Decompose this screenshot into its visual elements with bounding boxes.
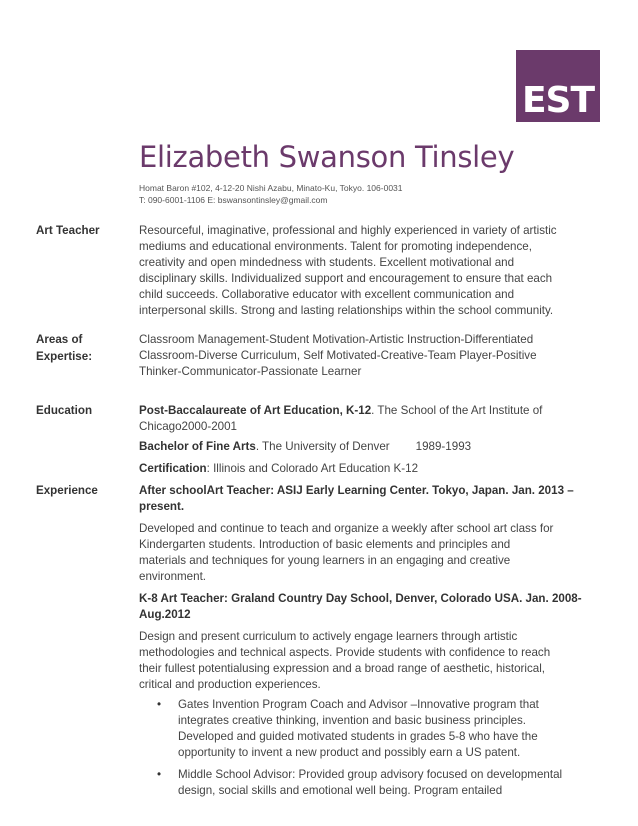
degree-2-school: . The University of Denver <box>255 440 390 453</box>
section-label-education: Education <box>36 404 93 417</box>
job-1-desc-line: environment. <box>139 570 207 583</box>
expertise-label-line: Expertise: <box>36 350 93 363</box>
section-label-expertise <box>36 331 92 365</box>
bullet-line: Gates Invention Program Coach and Advisor –Innovative program that <box>178 698 539 711</box>
certification <box>139 461 604 477</box>
degree-1-title: Post-Baccalaureate of Art Education, K-12 <box>139 404 372 417</box>
summary-line: creativity and open mindedness with students. Excellent motivational and <box>139 256 515 269</box>
bullet-line: design, social skills and emotional well being. Program entailed <box>178 784 503 797</box>
bullet-line: opportunity to invent a new product and possibly earn a US patent. <box>178 746 521 759</box>
contact-phone-email: T: 090-6001-1106 E: bswansontinsley@gmail.com <box>139 195 328 205</box>
bullet-line: integrates creative thinking, invention and basic business principles. <box>178 714 527 727</box>
bullet-line: Middle School Advisor: Provided group advisory focused on developmental <box>178 768 563 781</box>
degree-1-years: Chicago2000-2001 <box>139 420 237 433</box>
degree-2 <box>139 439 604 455</box>
contact-address: Homat Baron #102, 4-12-20 Nishi Azabu, Minato-Ku, Tokyo. 106-0031 <box>139 183 403 193</box>
job-2-desc-line: methodologies and technical aspects. Provide students with confidence to reach <box>139 646 551 659</box>
section-label-art-teacher: Art Teacher <box>36 224 100 237</box>
bullet-line: Developed and guided motivated students in grades 5-8 who have the <box>178 730 538 743</box>
expertise-line: Classroom-Diverse Curriculum, Self Motivated-Creative-Team Player-Positive <box>139 349 537 362</box>
job-1-title: After schoolArt Teacher: ASIJ Early Learning Center. Tokyo, Japan. Jan. 2013 – <box>139 484 574 497</box>
summary-paragraph <box>139 223 604 319</box>
job-2-desc-line: their fullest potentialusing expression and a broad range of aesthetic, historical, <box>139 662 546 675</box>
summary-line: child succeeds. Collaborative educator with excellent communication and <box>139 288 515 301</box>
list-item <box>139 697 604 761</box>
expertise-label-line: Areas of <box>36 333 83 346</box>
job-2-title-cont: Aug.2012 <box>139 608 191 621</box>
summary-line: Resourceful, imaginative, professional and highly experienced in variety of artistic <box>139 224 557 237</box>
experience-block <box>139 483 604 799</box>
education-block <box>139 403 604 477</box>
job-2-bullet-list <box>139 697 604 799</box>
list-item <box>139 767 604 799</box>
summary-line: disciplinary skills. Individualized support and encouragement to ensure that each <box>139 272 553 285</box>
expertise-line: Thinker-Communicator-Passionate Learner <box>139 365 362 378</box>
job-1-desc-line: materials and techniques for young learners in an engaging and creative <box>139 554 511 567</box>
logo-text: EST <box>521 80 595 121</box>
logo-badge <box>516 50 600 122</box>
degree-1-school: . The School of the Art Institute of <box>371 404 543 417</box>
job-1-desc-line: Developed and continue to teach and organize a weekly after school art class for <box>139 522 554 535</box>
degree-2-years: 1989-1993 <box>415 440 472 453</box>
candidate-name: Elizabeth Swanson Tinsley <box>139 140 515 174</box>
job-2-desc-line: Design and present curriculum to actively engage learners through artistic <box>139 630 518 643</box>
job-2-description <box>139 629 604 693</box>
expertise-paragraph <box>139 332 604 380</box>
bullet-dot-icon: • <box>157 698 162 711</box>
expertise-line: Classroom Management-Student Motivation-Artistic Instruction-Differentiated <box>139 333 534 346</box>
summary-line: mediums and educational environments. Talent for promoting independence, <box>139 240 532 253</box>
job-2-desc-line: critical and production experiences. <box>139 678 321 691</box>
job-2-title: K-8 Art Teacher: Graland Country Day School, Denver, Colorado USA. Jan. 2008- <box>139 592 582 605</box>
job-1-title-cont: present. <box>139 500 185 513</box>
job-1-description <box>139 521 604 585</box>
degree-2-title: Bachelor of Fine Arts <box>139 440 256 453</box>
bullet-dot-icon: • <box>157 768 162 781</box>
certification-detail: : Illinois and Colorado Art Education K-12 <box>206 462 419 475</box>
summary-line: interpersonal skills. Strong and lasting relationships within the school community. <box>139 304 554 317</box>
job-1-desc-line: Kindergarten students. Introduction of basic elements and principles and <box>139 538 511 551</box>
certification-title: Certification <box>139 462 207 475</box>
degree-1 <box>139 403 604 419</box>
section-label-experience: Experience <box>36 484 98 497</box>
